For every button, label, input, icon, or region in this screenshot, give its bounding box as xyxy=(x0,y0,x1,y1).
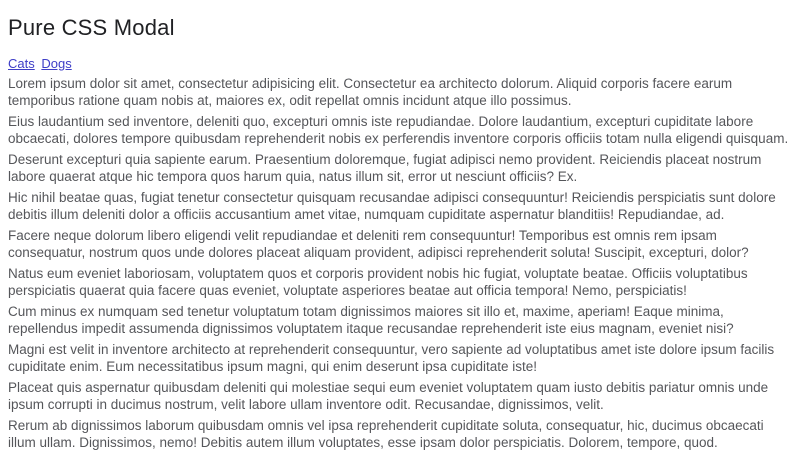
body-paragraph: Cum minus ex numquam sed tenetur voluptatum totam dignissimos maiores sit illo et, maxime, aperiam! Eaque minima, repellendus impedit assumenda dignissimos voluptatem itaque recusandae reprehenderit iste eius magnam, eveniet nisi? xyxy=(8,304,734,336)
body-text xyxy=(8,75,792,450)
body-paragraph: Rerum ab dignissimos laborum quibusdam omnis vel ipsa reprehenderit cupiditate soluta, consequatur, hic, ducimus obcaecati illum ullam. Dignissimos, nemo! Debitis autem illum voluptates, esse ipsam dolor perspiciatis. Dolorem, tempore, quod. xyxy=(8,418,764,450)
body-paragraph: Eius laudantium sed inventore, deleniti quo, excepturi omnis iste repudiandae. Dolore laudantium, excepturi cupiditate labore obcaecati, dolores tempore quibusdam reprehenderit nobis ex perferendis inventore corporis officiis totam nulla eligendi quisquam. xyxy=(8,114,789,146)
dogs-link[interactable]: Dogs xyxy=(41,56,72,71)
page-title: Pure CSS Modal xyxy=(8,15,175,40)
body-paragraph: Placeat quis aspernatur quibusdam deleniti qui molestiae sequi eum eveniet voluptatem quam iusto debitis pariatur omnis unde ipsum corrupti in ducimus nostrum, velit labore ullam inventore odit. Recusandae, dignissimos, velit. xyxy=(8,380,769,412)
body-paragraph: Lorem ipsum dolor sit amet, consectetur adipisicing elit. Consectetur ea architecto dolorum. Aliquid corporis facere earum temporibus ratione quam nobis at, maiores ex, odit repellat omnis incidunt atque illo possimus. xyxy=(8,76,733,108)
page xyxy=(8,15,792,450)
body-paragraph: Facere neque dolorum libero eligendi velit repudiandae et deleniti rem consequuntur! Temporibus est omnis rem ipsam consequatur, nostrum quos unde dolores placeat aliquam provident, adipisci reprehenderit soluta! Suscipit, excepturi, dolor? xyxy=(8,228,749,260)
body-paragraph: Natus eum eveniet laboriosam, voluptatem quos et corporis provident nobis hic fugiat, voluptate beatae. Officiis voluptatibus perspiciatis quaerat quia facere quas eveniet, voluptate asperiores beatae aut officia tempora! Nemo, perspiciatis! xyxy=(8,266,748,298)
modal-links xyxy=(8,56,792,71)
body-paragraph: Magni est velit in inventore architecto at reprehenderit consequuntur, vero sapiente ad voluptatibus amet iste dolore ipsum facilis cupiditate enim. Eum necessitatibus ipsum magni, qui enim deserunt ipsa cupiditate iste! xyxy=(8,342,775,374)
body-paragraph: Deserunt excepturi quia sapiente earum. Praesentium doloremque, fugiat adipisci nemo provident. Reiciendis placeat nostrum labore quaerat atque hic tempora quos harum quia, natus illum sit, error ut nesciunt officiis? Ex. xyxy=(8,152,762,184)
cats-link[interactable]: Cats xyxy=(8,56,35,71)
body-paragraph: Hic nihil beatae quas, fugiat tenetur consectetur quisquam recusandae adipisci consequuntur! Reiciendis perspiciatis sunt dolore debitis illum deleniti dolor a officiis accusantium amet vitae, numquam cupiditate aspernatur blanditiis! Repudiandae, ad. xyxy=(8,190,776,222)
